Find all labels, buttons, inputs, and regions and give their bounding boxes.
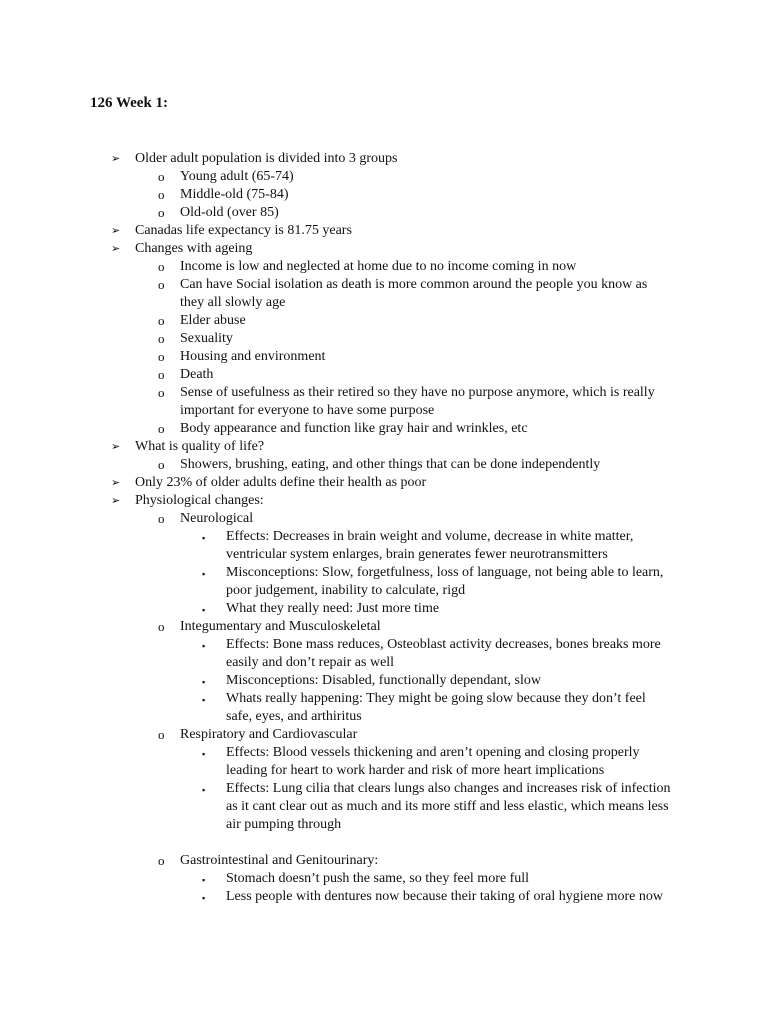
list-item-text: Effects: Blood vessels thickening and aren’t opening and closing properly leading for heart to work harder and risk of more heart implications (226, 745, 640, 778)
list-item-level-2 (0, 510, 768, 528)
circle-bullet-icon: o (158, 169, 165, 184)
list-item-level-1 (0, 222, 768, 240)
circle-bullet-icon: o (158, 853, 165, 868)
list-item-text: Whats really happening: They might be going slow because they don’t feel safe, eyes, and arthiritus (226, 691, 646, 724)
arrow-bullet-icon: ➢ (111, 477, 121, 489)
square-bullet-icon: ▪ (202, 695, 206, 705)
list-item-level-3 (0, 690, 768, 726)
circle-bullet-icon: o (158, 421, 165, 436)
circle-bullet-icon: o (158, 349, 165, 364)
circle-bullet-icon: o (158, 385, 165, 400)
arrow-bullet-icon: ➢ (111, 243, 121, 255)
circle-bullet-icon: o (158, 727, 165, 742)
list-item-level-3 (0, 672, 768, 690)
list-item-level-3 (0, 600, 768, 618)
list-item-text: Gastrointestinal and Genitourinary: (180, 853, 379, 868)
list-item-text: Canadas life expectancy is 81.75 years (135, 223, 352, 238)
list-item-level-1 (0, 438, 768, 456)
list-item-text: What is quality of life? (135, 439, 265, 454)
list-item-level-2 (0, 168, 768, 186)
square-bullet-icon: ▪ (202, 893, 206, 903)
list-item-text: Old-old (over 85) (180, 205, 279, 220)
list-item-level-2 (0, 456, 768, 474)
list-item-text: Physiological changes: (135, 493, 264, 508)
list-item-level-3 (0, 780, 768, 834)
list-item-level-2 (0, 726, 768, 744)
list-item-text: Older adult population is divided into 3 groups (135, 151, 398, 166)
list-item-level-3 (0, 744, 768, 780)
list-item-level-3 (0, 870, 768, 888)
list-item-level-2 (0, 312, 768, 330)
list-item-text: Changes with ageing (135, 241, 253, 256)
circle-bullet-icon: o (158, 187, 165, 202)
list-item-text: Body appearance and function like gray hair and wrinkles, etc (180, 421, 528, 436)
list-item-text: Less people with dentures now because their taking of oral hygiene more now (226, 889, 663, 904)
square-bullet-icon: ▪ (202, 875, 206, 885)
list-item-level-2 (0, 204, 768, 222)
list-item-text: Young adult (65-74) (180, 169, 294, 184)
list-item-text: Showers, brushing, eating, and other things that can be done independently (180, 457, 601, 472)
list-item-text: Income is low and neglected at home due to no income coming in now (180, 259, 577, 274)
arrow-bullet-icon: ➢ (111, 153, 121, 165)
circle-bullet-icon: o (158, 619, 165, 634)
list-item-level-2 (0, 384, 768, 420)
square-bullet-icon: ▪ (202, 749, 206, 759)
list-item-level-1 (0, 492, 768, 510)
list-item-level-2 (0, 330, 768, 348)
circle-bullet-icon: o (158, 205, 165, 220)
circle-bullet-icon: o (158, 259, 165, 274)
list-item-text: Only 23% of older adults define their health as poor (135, 475, 427, 490)
list-item-text: Sexuality (180, 331, 233, 346)
arrow-bullet-icon: ➢ (111, 441, 121, 453)
list-item-text: Can have Social isolation as death is more common around the people you know as they all slowly age (180, 277, 648, 310)
list-item-level-1 (0, 150, 768, 168)
list-item-text: Sense of usefulness as their retired so they have no purpose anymore, which is really important for everyone to have some purpose (180, 385, 655, 418)
list-item-text: Housing and environment (180, 349, 326, 364)
blank-line (0, 834, 768, 852)
list-item-level-2 (0, 366, 768, 384)
list-item-level-3 (0, 888, 768, 906)
list-item-text: Neurological (180, 511, 254, 526)
arrow-bullet-icon: ➢ (111, 225, 121, 237)
list-item-text: Effects: Lung cilia that clears lungs also changes and increases risk of infection as it cant clear out as much and its more stiff and less elastic, which means less air pumping through (226, 781, 671, 832)
circle-bullet-icon: o (158, 367, 165, 382)
list-item-level-1 (0, 240, 768, 258)
list-item-level-2 (0, 852, 768, 870)
list-item-text: Integumentary and Musculoskeletal (180, 619, 381, 634)
list-item-text: Death (180, 367, 214, 382)
square-bullet-icon: ▪ (202, 569, 206, 579)
circle-bullet-icon: o (158, 511, 165, 526)
list-item-level-2 (0, 186, 768, 204)
circle-bullet-icon: o (158, 331, 165, 346)
square-bullet-icon: ▪ (202, 605, 206, 615)
list-item-level-1 (0, 474, 768, 492)
circle-bullet-icon: o (158, 277, 165, 292)
square-bullet-icon: ▪ (202, 533, 206, 543)
list-item-text: Respiratory and Cardiovascular (180, 727, 358, 742)
page-title: 126 Week 1: (90, 95, 169, 111)
list-item-level-2 (0, 420, 768, 438)
list-item-text: Middle-old (75-84) (180, 187, 289, 202)
arrow-bullet-icon: ➢ (111, 495, 121, 507)
list-item-level-3 (0, 528, 768, 564)
square-bullet-icon: ▪ (202, 785, 206, 795)
list-item-level-2 (0, 276, 768, 312)
list-item-level-2 (0, 348, 768, 366)
circle-bullet-icon: o (158, 313, 165, 328)
square-bullet-icon: ▪ (202, 677, 206, 687)
list-item-text: Misconceptions: Slow, forgetfulness, loss of language, not being able to learn, poor judgement, inability to calculate, rigd (226, 565, 664, 598)
list-item-text: Effects: Bone mass reduces, Osteoblast activity decreases, bones breaks more easily and don’t repair as well (226, 637, 661, 670)
list-item-level-2 (0, 618, 768, 636)
notes-list (0, 150, 768, 906)
list-item-text: Effects: Decreases in brain weight and volume, decrease in white matter, ventricular system enlarges, brain generates fewer neurotransmitters (226, 529, 634, 562)
list-item-text: Misconceptions: Disabled, functionally dependant, slow (226, 673, 541, 688)
list-item-text: Elder abuse (180, 313, 246, 328)
list-item-level-3 (0, 564, 768, 600)
list-item-text: What they really need: Just more time (226, 601, 440, 616)
list-item-level-2 (0, 258, 768, 276)
list-item-level-3 (0, 636, 768, 672)
circle-bullet-icon: o (158, 457, 165, 472)
list-item-text: Stomach doesn’t push the same, so they feel more full (226, 871, 530, 886)
square-bullet-icon: ▪ (202, 641, 206, 651)
